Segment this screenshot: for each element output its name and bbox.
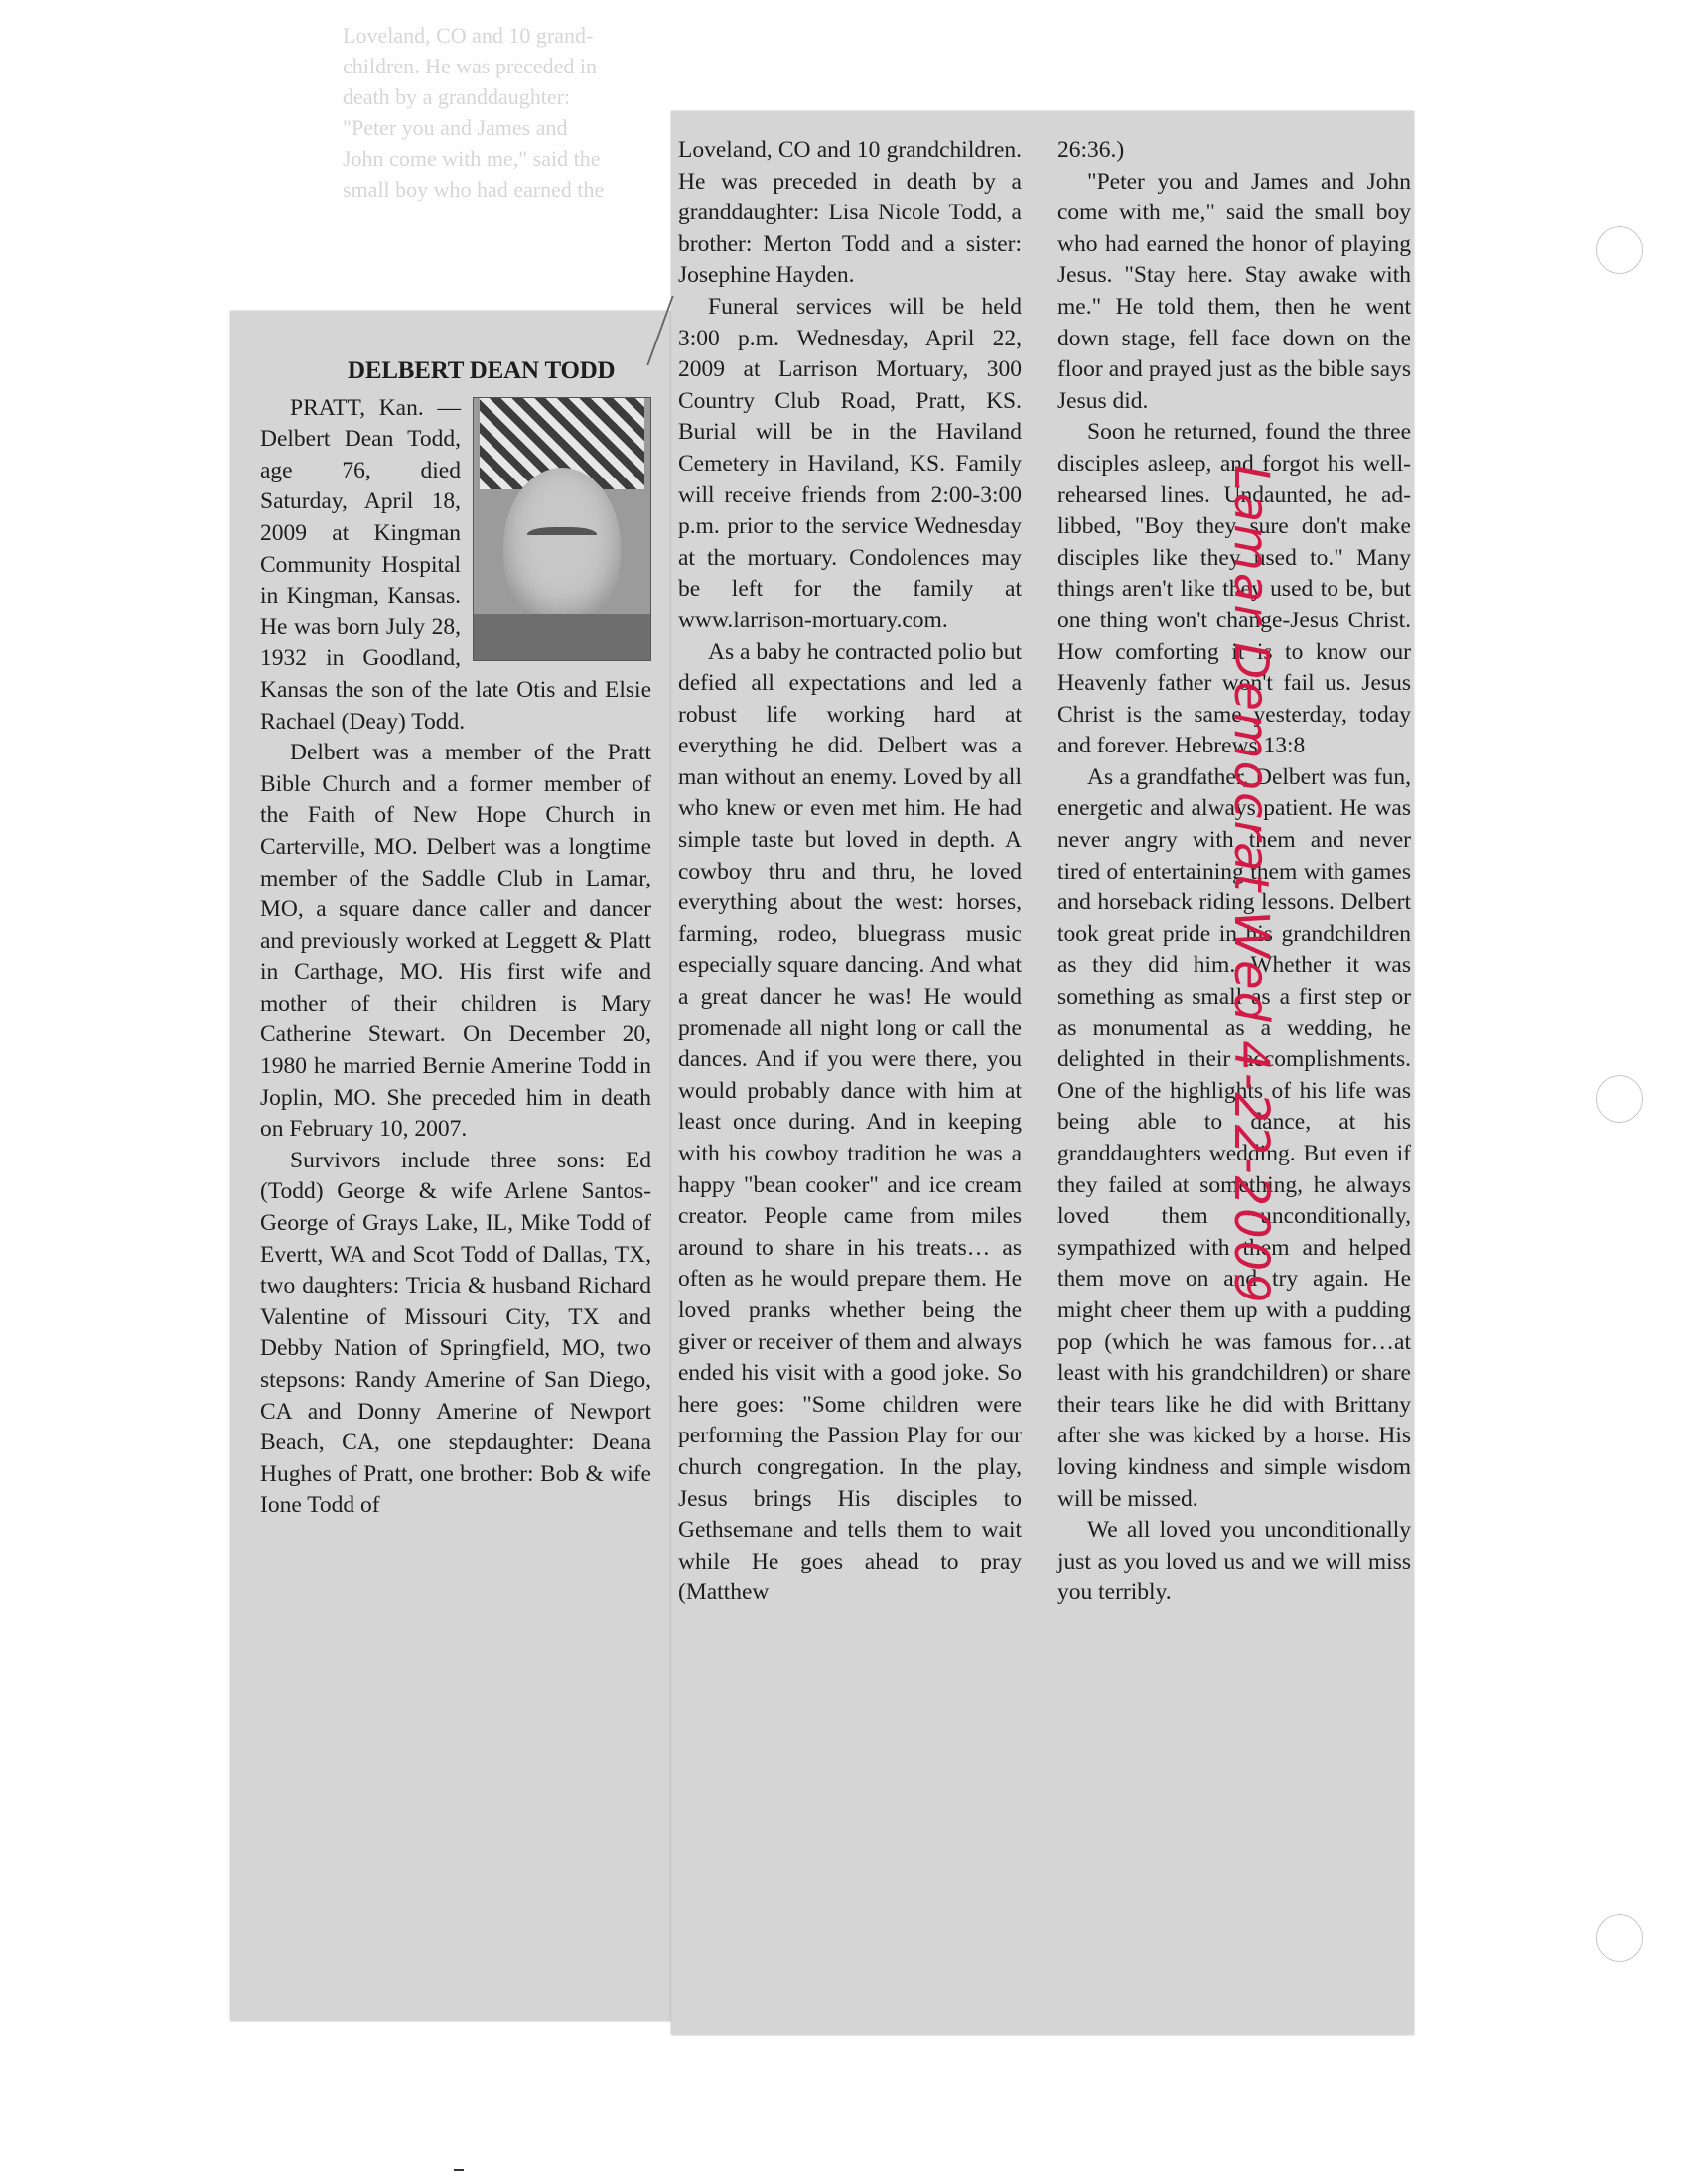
bleed-line: small boy who had earned the: [343, 177, 605, 202]
paragraph: Delbert was a member of the Pratt Bible Church and a former member of the Faith of New Hope Church in Carterville, MO. Delbert was a longtime member of the Saddle Club in Lamar, MO, a square dance caller and dancer and previously worked at Leggett & Platt in Carthage, MO. His first wife and mother of their children is Mary Catherine Stewart. On December 20, 1980 he married Bernie Amerine Todd in Joplin, MO. She preceded him in death on February 10, 2007.: [260, 740, 651, 1143]
paragraph: Loveland, CO and 10 grandchildren. He was preceded in death by a granddaughter: Lisa Nicole Todd, a brother: Merton Todd and a sister: Josephine Hayden.: [678, 137, 1022, 289]
shirt-shape: [474, 614, 650, 660]
paragraph: Soon he returned, found the three disciples asleep, and forgot his well-rehearsed lines. Undaunted, he ad-libbed, "Boy they sure don't make disciples like they used to." Many things aren't like they used to be, but one thing won't change-Jesus Christ. How comforting it is to know our Heavenly father won't fail us. Jesus Christ is the same yesterday, today and forever. Hebrews 13:8: [1057, 419, 1411, 759]
paragraph: 26:36.): [1057, 137, 1125, 163]
portrait-photo: [473, 397, 651, 661]
paragraph: Survivors include three sons: Ed (Todd) George & wife Arlene Santos-George of Grays Lake, IL, Mike Todd of Evertt, WA and Scot Todd of Dallas, TX, two daughters: Tricia & husband Richard Valentine of Missouri City, TX and Debby Nation of Springfield, MO, two stepsons: Randy Amerine of San Diego, CA and Donny Amerine of Newport Beach, CA, one stepdaughter: Deana Hughes of Pratt, one brother: Bob & wife Ione Todd of: [260, 1147, 651, 1519]
obituary-column-2: [678, 135, 1022, 1609]
paragraph: We all loved you unconditionally just as you loved us and we will miss you terribly.: [1057, 1517, 1411, 1606]
bleed-line: Loveland, CO and 10 grand-: [343, 23, 594, 48]
face-shape: [503, 468, 621, 626]
paragraph: Funeral services will be held 3:00 p.m. Wednesday, April 22, 2009 at Larrison Mortuary, 300 Country Club Road, Pratt, KS. Burial will be in the Haviland Cemetery in Haviland, KS. Family will receive friends from 2:00-3:00 p.m. prior to the service Wednesday at the mortuary. Condolences may be left for the family at www.larrison-mortuary.com.: [678, 293, 1022, 633]
bleed-line: John come with me," said the: [343, 146, 601, 171]
handwritten-note: Lamar Democrat Wed 4-22-2009: [1223, 465, 1279, 1305]
binder-hole: [1596, 1914, 1643, 1962]
paragraph: As a baby he contracted polio but defied all expectations and led a robust life working hard at everything he did. Delbert was a man without an enemy. Loved by all who knew or even met him. He had simple taste but loved in depth. A cowboy thru and thru, he loved everything about the west: horses, farming, rodeo, bluegrass music especially square dancing. And what a great dancer he was! He would promenade all night long or call the dances. And if you were there, you would probably dance with him at least once during. And in keeping with his cowboy tradition he was a happy "bean cooker" and ice cream creator. People came from miles around to share in his treats… as often as he would prepare them. He loved pranks whether being the giver or receiver of them and always ended his visit with a good joke. So here goes: "Some children were performing the Passion Play for our church congregation. In the play, Jesus brings His disciples to Gethsemane and tells them to wait while He goes ahead to pray (Matthew: [678, 638, 1022, 1606]
paragraph: "Peter you and James and John come with me," said the small boy who had earned the honor of playing Jesus. "Stay here. Stay awake with me." He told them, then he went down stage, fell face down on the floor and prayed just as the bible says Jesus did.: [1057, 168, 1411, 414]
bleed-line: children. He was preceded in: [343, 54, 597, 78]
obituary-headline: DELBERT DEAN TODD: [348, 357, 616, 384]
glasses-shape: [527, 527, 597, 545]
stray-mark: [454, 2169, 464, 2171]
binder-hole: [1596, 226, 1643, 274]
paragraph: As a grandfather, Delbert was fun, energetic and always patient. He was never angry with them and never tired of entertaining them with games and horseback riding lessons. Delbert took great pride in his grandchildren as they did him. Whether it was something as small as a first step or as monumental as a wedding, he delighted in their accomplishments. One of the highlights of his life was being able to dance, at his granddaughters wedding. But even if they failed at something, he always loved them unconditionally, sympathized with them and helped them move on and try again. He might cheer them up with a pudding pop (which he was famous for…at least with his grandchildren) or share their tears like he did with Brittany after she was kicked by a horse. His loving kindness and simple wisdom will be missed.: [1057, 763, 1411, 1512]
paragraph: PRATT, Kan. — Delbert Dean Todd, age 76, died Saturday, April 18, 2009 at Kingman Community Hospital in Kingman, Kansas. He was born July 28, 1932 in Goodland, Kansas the son of the late Otis and Elsie Rachael (Deay) Todd.: [260, 394, 651, 735]
bleed-line: "Peter you and James and: [343, 115, 568, 140]
binder-hole: [1596, 1075, 1643, 1123]
bleed-line: death by a granddaughter:: [343, 84, 571, 109]
obituary-column-1: [260, 355, 651, 1522]
